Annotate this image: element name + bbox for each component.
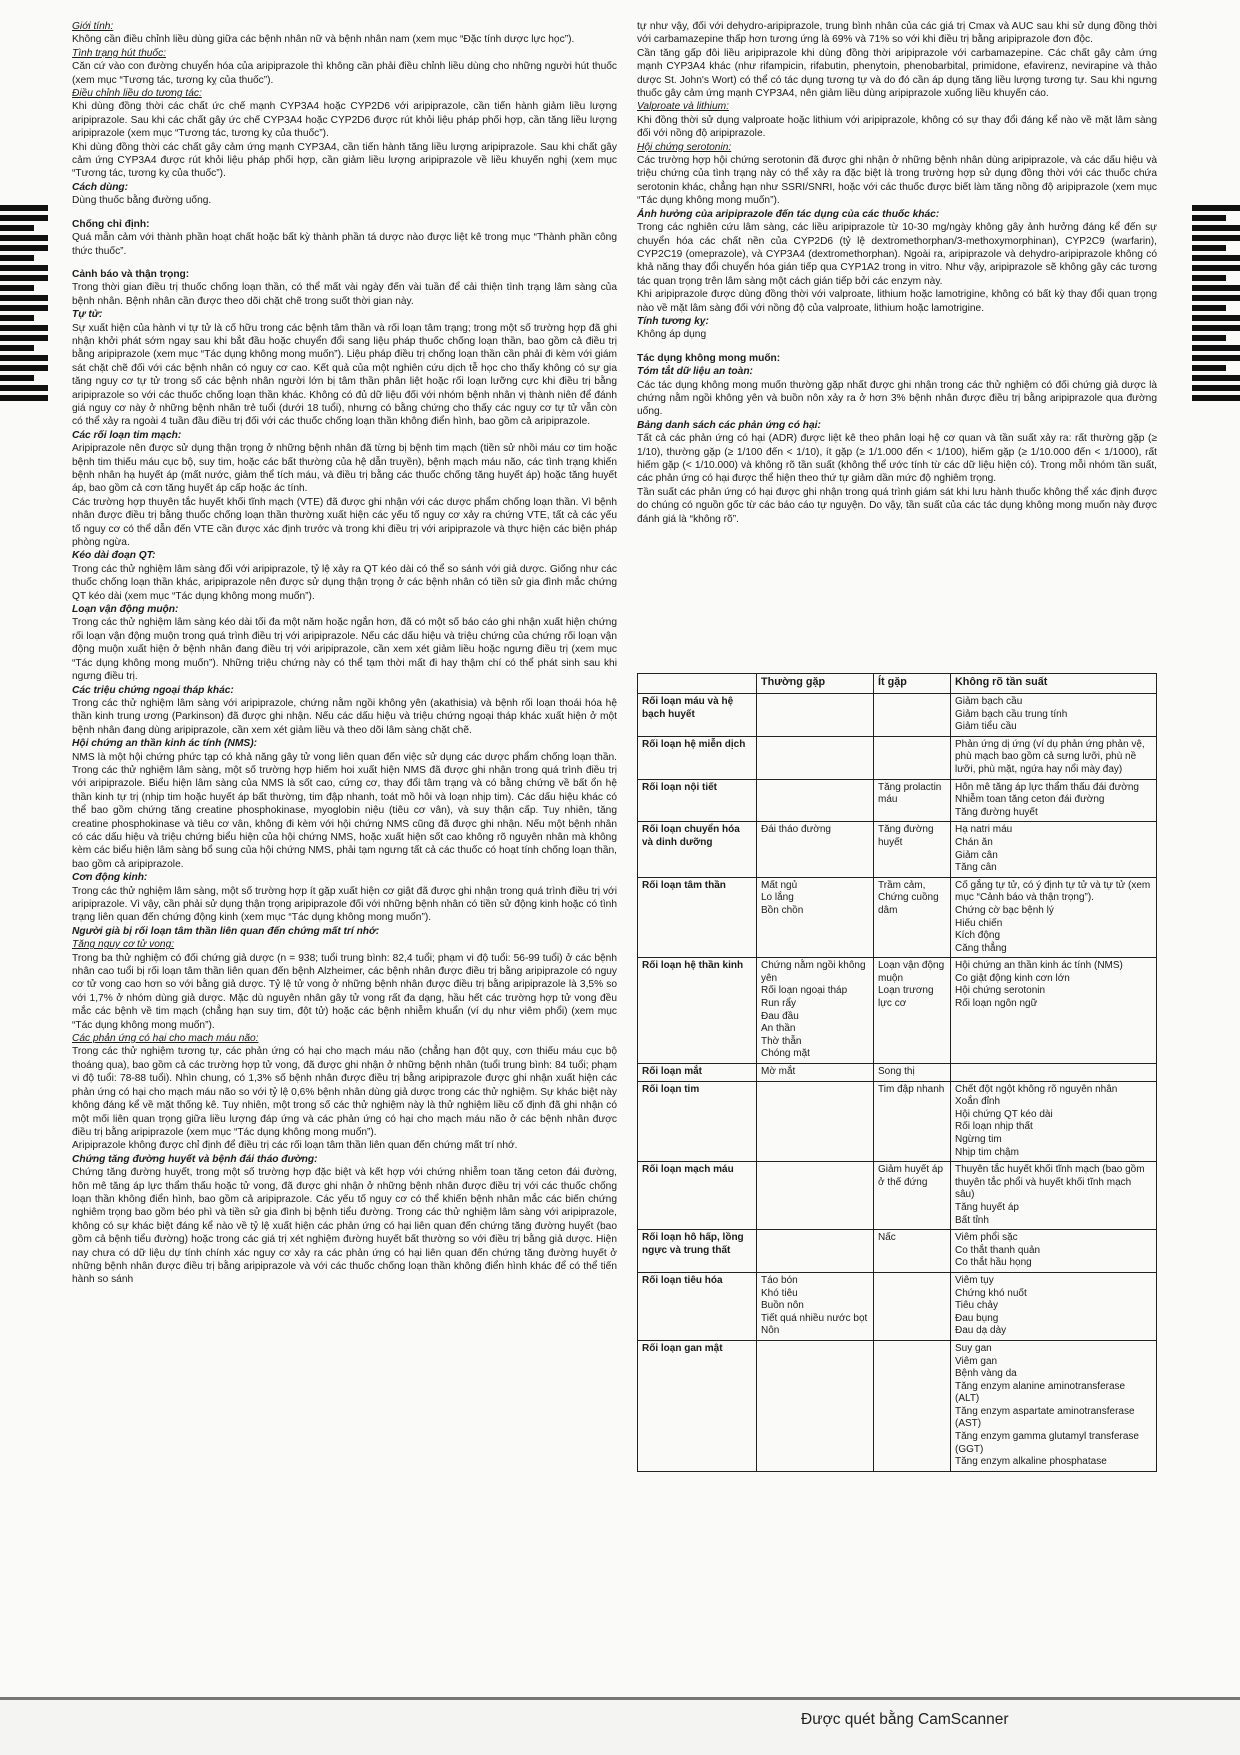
reaction-item: Bất tỉnh [955,1214,989,1226]
reaction-item: Tăng prolactin máu [878,781,942,806]
reaction-item: Táo bón [761,1274,798,1286]
subsection-heading: Loạn vận động muộn: [72,604,179,616]
paragraph: Cần tăng gấp đôi liều aripiprazole khi dùng đồng thời aripiprazole với carbamazepine. Các chất gây cảm ứng mạnh CYP3A4 khác (như rifampicin, rifabutin, phenytoin, phenobarbital, primidone, efavirenz, nevirapine và thảo dược St. John's Wort) có thể có tác dụng tương tự và do đó cần áp dụng tăng liều lượng tương tự. Sau khi ngưng thuốc gây cảm ứng mạnh CYP3A4, nên giảm liều dùng aripiprazole xuống liều khuyến cáo. [637,47,1157,100]
frequency-cell-uncommon [874,1272,951,1340]
subsection-heading: Bảng danh sách các phản ứng có hại: [637,419,821,431]
frequency-cell-common [757,1162,874,1230]
reaction-item: Tăng huyết áp [955,1201,1019,1213]
table-row [638,958,1157,1064]
reaction-item: Giảm bạch cầu [955,696,1023,707]
frequency-cell-common [757,1081,874,1162]
reaction-item: Mất ngủ [761,879,798,891]
table-row [638,1272,1157,1340]
paragraph: Trong các thử nghiệm lâm sàng kéo dài tối đa một năm hoặc ngắn hơn, đã có một số báo cáo ghi nhận xuất hiện chứng rối loạn vận động muộn trong quá trình điều trị với aripiprazole. Nếu các dấu hiệu và triệu chứng của chứng rối loạn vận động muộn xuất hiện ở bệnh nhân đang điều trị với aripiprazole, cần xem xét giảm liều hoặc ngưng điều trị (xem mục “Tác dụng không mong muốn”). Những triệu chứng này có thể tạm thời mất đi hay thậm chí có thể phát sinh sau khi ngưng điều trị. [72,617,617,683]
frequency-cell-uncommon [874,1064,951,1082]
left-scan-marks [0,205,48,405]
frequency-cell-unknown [951,877,1157,958]
section-heading: Cảnh báo và thận trọng: [72,268,190,280]
reaction-item: Chứng nằm ngồi không yên [761,960,866,984]
subsection-heading: Tự tử: [72,309,103,321]
reaction-item: Đau dạ dày [955,1325,1007,1337]
paragraph: Khi đồng thời sử dụng valproate hoặc lithium với aripiprazole, không có sự thay đổi đáng kể nào về mặt lâm sàng đối với nồng độ aripiprazole. [637,114,1157,140]
paragraph: Trong ba thử nghiệm có đối chứng giả dược (n = 938; tuổi trung bình: 82,4 tuổi; phạm vi độ tuổi: 56-99 tuổi) ở các bệnh nhân cao tuổi bị rối loạn tâm thần liên quan đến bệnh Alzheimer, các bệnh nhân được điều trị bằng aripiprazole có nguy cơ tử vong cao hơn so với bằng giả dược. Tỷ lệ tử vong ở những bệnh nhân được điều trị bằng aripiprazole là 3,5% so với 1,7% ở nhóm dùng giả dược. Mặc dù nguyên nhân gây tử vong rất đa dạng, hầu hết các trường hợp tử vong đều mắc các bệnh về tim mạch (chẳng hạn suy tim, đột tử) hoặc các bệnh nhiễm khuẩn (ví dụ như viêm phổi) (xem mục “Tác dụng không mong muốn”). [72,952,617,1031]
frequency-cell-uncommon [874,822,951,877]
reaction-item: Hội chứng QT kéo dài [955,1108,1053,1120]
sub-heading: Giới tính: [72,21,114,32]
table-header-row [638,674,1157,694]
organ-class-cell: Rối loạn máu và hệ bạch huyết [638,694,757,737]
table-row [638,1230,1157,1273]
reaction-item: Đau đầu [761,1010,799,1022]
reaction-item: Tiết quá nhiều nước bọt [761,1312,868,1324]
frequency-cell-common [757,958,874,1064]
reaction-item: Nhịp tim chậm [955,1146,1019,1158]
reaction-item: Giảm bạch cầu trung tính [955,708,1068,720]
subsection-heading: Ảnh hưởng của aripiprazole đến tác dụng của các thuốc khác: [637,208,940,220]
subsection-heading: Người già bị rối loạn tâm thần liên quan đến chứng mất trí nhớ: [72,925,380,937]
frequency-cell-uncommon [874,1081,951,1162]
paragraph: Khi dùng đồng thời các chất gây cảm ứng mạnh CYP3A4, cần tiến hành tăng liều lượng aripiprazole. Sau khi chất gây cảm ứng CYP3A4 được rút khỏi liệu pháp phối hợp, cần giảm liều lượng aripiprazole về liều khuyến nghị (xem mục “Tương tác, tương kỵ của thuốc”). [72,141,617,180]
reaction-item: Viêm gan [955,1355,998,1367]
organ-class-cell: Rối loạn nội tiết [638,779,757,822]
paragraph: Trong các thử nghiệm tương tự, các phản ứng có hại cho mạch máu não (chẳng hạn đột quỵ, cơn thiếu máu cục bộ thoáng qua), bao gồm cả các trường hợp tử vong, đã được ghi nhận ở những bệnh nhân (tuổi trung bình: 84 tuổi; phạm vi độ tuổi: 78-88 tuổi). Nhìn chung, có 1,3% số bệnh nhân được điều trị bằng aripiprazole được ghi nhận xuất hiện các phản ứng có hại cho mạch máu não so với tỷ lệ 0,6% bệnh nhân dùng giả dược trong các thử nghiệm. Sự khác biệt này không đáng kể về mặt thống kê. Tuy nhiên, một trong số các thử nghiệm này là thử nghiệm liều cố định đã ghi nhận có một mối liên quan trọng giữa liều lượng đáp ứng và các phản ứng có hại cho mạch máu não ở các bệnh nhân được điều trị bằng aripiprazole (xem mục “Tác dụng không mong muốn”). [72,1046,617,1138]
frequency-cell-unknown [951,1340,1157,1471]
section-gap [637,342,1157,352]
reaction-item: Ngừng tim [955,1134,1002,1145]
paragraph: Không áp dụng [637,329,707,341]
reaction-item: Cố gắng tự tử, có ý định tự tử và tự tử (xem mục “Cảnh báo và thận trọng”). [955,879,1151,904]
paragraph: Khi aripiprazole được dùng đồng thời với valproate, lithium hoặc lamotrigine, không có bất kỳ thay đổi quan trọng nào về mặt lâm sàng đối với nồng độ của valproate, lithium hoặc lamotrigine. [637,289,1157,314]
subsection-heading: Tóm tắt dữ liệu an toàn: [637,366,753,378]
reaction-item: Giảm cân [955,849,998,861]
organ-class-cell: Rối loạn chuyển hóa và dinh dưỡng [638,822,757,877]
reaction-item: Lo lắng [761,892,794,904]
reaction-item: Giảm huyết áp ở thế đứng [878,1164,944,1188]
frequency-cell-unknown [951,1064,1157,1082]
reaction-item: Co thắt thanh quản [955,1244,1041,1256]
frequency-cell-common [757,1064,874,1082]
section-heading: Tác dụng không mong muốn: [637,352,781,364]
frequency-cell-unknown [951,779,1157,822]
reaction-item: Loạn vận động muộn [878,960,945,984]
reaction-item: Tăng đường huyết [955,806,1038,818]
reaction-item: Run rẩy [761,998,797,1010]
reaction-item: Hôn mê tăng áp lực thẩm thấu đái đường [955,781,1139,793]
reaction-item: Chứng khó nuốt [955,1287,1027,1299]
reaction-item: Nhiễm toan tăng ceton đái đường [955,794,1105,806]
frequency-cell-unknown [951,822,1157,877]
reaction-item: Thờ thẫn [761,1035,802,1047]
paragraph: Khi dùng đồng thời các chất ức chế mạnh CYP3A4 hoặc CYP2D6 với aripiprazole, cần tiến hành giảm liều lượng aripiprazole. Sau khi các chất gây ức chế CYP3A4 hoặc CYP2D6 được rút khỏi liệu pháp phối hợp, cần tăng liều lượng aripiprazole (xem mục “Tương tác, tương kỵ của thuốc”). [72,101,617,140]
reaction-item: Suy gan [955,1342,992,1354]
sub-heading: Các phản ứng có hại cho mạch máu não: [72,1033,259,1045]
organ-class-cell: Rối loạn tim [638,1081,757,1162]
reaction-item: Buồn nôn [761,1300,804,1312]
table-row [638,736,1157,779]
section-gap [72,208,617,218]
paragraph: Trong các nghiên cứu lâm sàng, các liều aripiprazole từ 10-30 mg/ngày không gây ảnh hưởng đáng kể đến sự chuyển hóa các chất nền của CYP2D6 (tỷ lệ dextromethorphan/3-methoxymorphinan), CYP2C9 (warfarin), CYP2C19 (omeprazole), và CYP3A4 (dextromethorphan). Ngoài ra, aripiprazole và dehydro-aripiprazole không có khả năng thay đổi chuyển hóa gián tiếp qua CYP1A2 trong in vitro. Như vậy, aripiprazole sẽ không gây các tương tác quan trọng trên lâm sàng một cách gián tiếp bởi các enzym này. [637,222,1157,287]
reaction-item: Chán ăn [955,836,993,848]
frequency-cell-common [757,779,874,822]
reaction-item: An thần [761,1023,796,1035]
paragraph: Căn cứ vào con đường chuyển hóa của aripiprazole thì không cần phải điều chỉnh liều dùng cho những người hút thuốc (xem mục “Tương tác, tương kỵ của thuốc”). [72,61,617,86]
sub-heading: Điều chỉnh liều do tương tác: [72,88,202,100]
organ-class-cell: Rối loạn mắt [638,1064,757,1082]
reaction-item: Bệnh vàng da [955,1368,1017,1380]
frequency-cell-unknown [951,694,1157,737]
header-organ [638,674,757,694]
organ-class-cell: Rối loạn hệ miễn dịch [638,736,757,779]
reaction-item: Hội chứng serotonin [955,985,1046,997]
section-gap [72,258,617,268]
paragraph: Tất cả các phản ứng có hại (ADR) được liệt kê theo phân loại hệ cơ quan và tần suất xảy ra: rất thường gặp (≥ 1/10), thường gặp (≥ 1/100 đến < 1/10), ít gặp (≥ 1/1.000 đến < 1/100), hiếm gặp (≥ 1/10.000 đến < 1/1000), rất hiếm gặp (< 1/10.000) và không rõ tần suất (không thể ước tính từ các dữ liệu hiện có). Trong mỗi nhóm tần suất, các phản ứng có hại được thể hiện theo thứ tự giảm dần mức độ nghiêm trọng. [637,433,1157,485]
table-row [638,877,1157,958]
camscanner-watermark: Được quét bằng CamScanner [801,1711,1009,1728]
reaction-item: Tăng cân [955,862,997,874]
frequency-cell-uncommon [874,1162,951,1230]
organ-class-cell: Rối loạn gan mật [638,1340,757,1471]
reaction-item: Hiếu chiến [955,917,1003,929]
paragraph: Sự xuất hiện của hành vi tự tử là cố hữu trong các bệnh tâm thần và rối loạn tâm trạng; trong một số trường hợp đã ghi nhận khởi phát sớm ngay sau khi bắt đầu hoặc chuyển đổi sang liệu pháp thuốc chống loạn thần, bao gồm cả điều trị bằng aripiprazole (xem mục “Tác dụng không mong muốn”). Liệu pháp điều trị chống loạn thần cần phải đi kèm với giám sát chặt chẽ đối với các bệnh nhân có nguy cơ cao. Kết quả của một nghiên cứu dịch tễ học cho thấy không có sự gia tăng nguy cơ tự tử trong số các bệnh nhân người lớn bị tâm thần phân liệt hoặc rối loạn lưỡng cực khi điều trị bằng aripiprazole so với các thuốc chống loạn thần khác. Không có đủ dữ liệu đối với nhóm bệnh nhân vị thành niên để đánh giá nguy cơ này ở những bệnh nhân trẻ tuổi (dưới 18 tuổi), nhưng có bằng chứng cho thấy các nguy cơ tự tử vẫn còn có thể xảy ra ngoài 4 tuần đầu điều trị đối với các thuốc chống loạn thần không điển hình, bao gồm cả aripiprazole. [72,322,617,428]
subsection-heading: Tính tương kỵ: [637,315,709,327]
reaction-item: Nấc [878,1232,896,1244]
organ-class-cell: Rối loạn tiêu hóa [638,1272,757,1340]
paragraph: Các tác dụng không mong muốn thường gặp nhất được ghi nhận trong các thử nghiệm có đối chứng giả dược là chứng nằm ngồi không yên và buồn nôn xảy ra ở hơn 3% bệnh nhân được điều trị bằng aripiprazole qua đường uống. [637,379,1157,418]
frequency-cell-unknown [951,1230,1157,1273]
frequency-cell-common [757,877,874,958]
reaction-item: Kích động [955,930,1001,942]
paragraph: Aripiprazole nên được sử dụng thận trọng ở những bệnh nhân đã từng bị bệnh tim mạch (tiền sử nhồi máu cơ tim hoặc bệnh tim thiếu máu cục bộ, suy tim, hoặc các bất thường của hệ dẫn truyền), bệnh mạch máu não, các tình trạng khiến bệnh nhân hạ huyết áp (mất nước, giảm thể tích máu, và điều trị bằng các thuốc chống tăng huyết áp) hoặc tăng huyết áp, bao gồm cả cơn tăng huyết áp cấp hoặc ác tính. [72,443,617,495]
paragraph: Quá mẫn cảm với thành phần hoạt chất hoặc bất kỳ thành phần tá dược nào được liệt kê trong mục “Thành phần công thức thuốc”. [72,232,617,257]
reaction-item: Loạn trương lực cơ [878,985,934,1010]
table-row [638,1081,1157,1162]
paragraph: Không cần điều chỉnh liều dùng giữa các bệnh nhân nữ và bệnh nhân nam (xem mục “Đặc tính dược lực học”). [72,34,575,46]
table-row [638,822,1157,877]
reaction-item: Tăng enzym alkaline phosphatase [955,1456,1107,1468]
reaction-item: Phản ứng dị ứng (ví dụ phản ứng phản vệ, phù mạch bao gồm cả sưng lưỡi, phù nề lưỡi, phù mặt, ngứa hay nổi mày đay) [955,738,1145,775]
frequency-cell-common [757,1230,874,1273]
reaction-item: Xoắn đỉnh [955,1096,1001,1108]
organ-class-cell: Rối loạn hệ thần kinh [638,958,757,1064]
reaction-item: Rối loạn ngoại tháp [761,985,848,997]
reaction-item: Tăng enzym alanine aminotransferase (ALT) [955,1380,1126,1405]
frequency-cell-uncommon [874,958,951,1064]
paragraph: Trong các thử nghiệm lâm sàng đối với aripiprazole, tỷ lệ xảy ra QT kéo dài có thể so sánh với giả dược. Giống như các thuốc chống loạn thần khác, aripiprazole nên được sử dụng thận trọng ở các bệnh nhân có tiền sử gia đình mắc chứng QT kéo dài (xem mục “Tác dụng không mong muốn”). [72,563,617,602]
frequency-cell-uncommon [874,736,951,779]
reaction-item: Thuyên tắc huyết khối tĩnh mạch (bao gồm thuyên tắc phổi và huyết khối tĩnh mạch sâu) [955,1164,1145,1201]
reaction-item: Trầm cảm, [878,879,926,891]
reaction-item: Chết đột ngột không rõ nguyên nhân [955,1083,1118,1095]
reaction-item: Đau bụng [955,1312,999,1324]
subsection-heading: Kéo dài đoạn QT: [72,550,156,562]
paragraph: Aripiprazole không được chỉ định để điều trị các rối loạn tâm thần liên quan đến chứng mất trí nhớ. [72,1140,518,1152]
reaction-item: Căng thẳng [955,942,1007,954]
paragraph: Trong các thử nghiệm lâm sàng, một số trường hợp ít gặp xuất hiện cơ giật đã được ghi nhận trong quá trình điều trị với aripiprazole. Vì vậy, cần phải sử dụng thận trọng aripiprazole đối với những bệnh nhân có tiền sử động kinh hoặc có tình trạng liên quan đến chứng động kinh (xem mục “Tác dụng không mong muốn”). [72,885,617,924]
reaction-item: Hội chứng an thần kinh ác tính (NMS) [955,960,1123,972]
reaction-item: Viêm tụy [955,1274,994,1286]
frequency-cell-uncommon [874,779,951,822]
subsection-heading: Các rối loạn tim mạch: [72,429,182,441]
reaction-item: Hạ natri máu [955,824,1013,836]
reaction-item: Nôn [761,1325,780,1337]
paragraph: Các trường hợp hội chứng serotonin đã được ghi nhận ở những bệnh nhân dùng aripiprazole, và các dấu hiệu và triệu chứng của tình trạng này có thể xảy ra đặc biệt là trong trường hợp sử dụng đồng thời với các thuốc chứa serotonin khác, chẳng hạn như SSRI/SNRI, hoặc với các thuốc được biết làm tăng nồng độ aripiprazole (xem mục “Tác dụng không mong muốn”). [637,155,1157,207]
reaction-item: Tăng đường huyết [878,824,934,848]
frequency-cell-common [757,736,874,779]
reaction-item: Co giật động kinh cơn lớn [955,972,1070,984]
reaction-item: Tim đập nhanh [878,1083,945,1095]
adverse-reactions-table [637,673,1157,1472]
reaction-item: Tăng enzym gamma glutamyl transferase (GGT) [955,1431,1139,1455]
organ-class-cell: Rối loạn hô hấp, lồng ngực và trung thất [638,1230,757,1273]
left-text-column [72,20,617,1287]
paragraph: Trong các thử nghiệm lâm sàng với aripiprazole, chứng nằm ngồi không yên (akathisia) và bệnh rối loạn thoái hóa hệ thần kinh trung ương (Parkinson) đã được ghi nhận. Nếu các dấu hiệu và triệu chứng ngoại tháp khác xuất hiện ở một bệnh nhân đang dùng aripiprazole, cần xem xét giảm liều và theo dõi lâm sàng chặt chẽ. [72,697,617,736]
subsection-heading: Cơn động kinh: [72,872,148,884]
reaction-item: Đái tháo đường [761,824,831,836]
organ-class-cell: Rối loạn tâm thần [638,877,757,958]
subsection-heading: Cách dùng: [72,181,129,193]
subsection-heading: Hội chứng an thần kinh ác tính (NMS): [72,738,257,750]
paragraph: Tần suất các phản ứng có hại được ghi nhận trong quá trình giám sát khi lưu hành thuốc không thể xác định được do chúng có nguồn gốc từ các báo cáo tự nguyện. Do vậy, tần suất của các tác dụng không mong muốn này được đánh giá là “không rõ”. [637,486,1157,525]
reaction-item: Viêm phổi sặc [955,1232,1018,1244]
reaction-item: Chóng mặt [761,1048,810,1060]
header-uncommon: Ít gặp [874,674,951,694]
paragraph: Chứng tăng đường huyết, trong một số trường hợp đặc biệt và kết hợp với chứng nhiễm toan tăng ceton đái đường, hôn mê tăng áp lực thẩm thấu hoặc tử vong, đã được ghi nhận ở những bệnh nhân được điều trị với các thuốc chống loạn thần không điển hình, bao gồm cả aripiprazole. Các yếu tố nguy cơ có thể khiến bệnh nhân mắc các biến chứng nghiêm trọng bao gồm béo phì và tiền sử gia đình bị bệnh tiểu đường. Trong các thử nghiệm lâm sàng với aripiprazole, không có sự khác biệt đáng kể nào về tỷ lệ xuất hiện các phản ứng có hại liên quan đến chứng tăng đường huyết (bao gồm cả bệnh tiểu đường) hoặc trong các giá trị xét nghiệm đường huyết bất thường so với điều trị bằng giả dược. Hiện nay chưa có dữ liệu dự tính chính xác nguy cơ xảy ra các phản ứng có hại liên quan đến chứng tăng đường huyết ở những bệnh nhân được điều trị bằng aripiprazole và với các thuốc chống loạn thần không điển hình khác để có thể tiến hành so sánh [72,1167,617,1286]
reaction-item: Mờ mắt [761,1066,796,1078]
frequency-cell-uncommon [874,694,951,737]
frequency-cell-common [757,694,874,737]
sub-heading: Tình trạng hút thuốc: [72,47,167,59]
subsection-heading: Các triệu chứng ngoại tháp khác: [72,684,234,696]
frequency-cell-common [757,822,874,877]
section-heading: Chống chỉ định: [72,218,150,230]
frequency-cell-unknown [951,1272,1157,1340]
organ-class-cell: Rối loạn mạch máu [638,1162,757,1230]
frequency-cell-unknown [951,736,1157,779]
table-row [638,1340,1157,1471]
reaction-item: Tăng enzym aspartate aminotransferase (AST) [955,1405,1135,1430]
header-common: Thường gặp [757,674,874,694]
right-scan-marks [1192,205,1240,405]
subsection-heading: Chứng tăng đường huyết và bệnh đái tháo đường: [72,1153,318,1165]
frequency-cell-unknown [951,1162,1157,1230]
reaction-item: Rối loạn ngôn ngữ [955,998,1038,1010]
frequency-cell-common [757,1272,874,1340]
frequency-cell-uncommon [874,1230,951,1273]
sub-heading: Hội chứng serotonin: [637,141,732,153]
paragraph: NMS là một hội chứng phức tạp có khả năng gây tử vong liên quan đến việc sử dụng các dược phẩm chống loạn thần. Trong các thử nghiệm lâm sàng, một số trường hợp hiếm hoi xuất hiện NMS đã được ghi nhận trong quá trình điều trị với aripiprazole. Biểu hiện lâm sàng của NMS là sốt cao, cứng cơ, thay đổi tâm trạng và có bằng chứng về bất ổn hệ thần kinh tự trị (nhịp tim hoặc huyết áp bất thường, tim đập nhanh, toát mồ hôi và loạn nhịp tim). Các dấu hiệu khác có thể bao gồm chứng tăng creatine phosphokinase, myoglobin niệu (tiêu cơ vân), và suy thận cấp. Tuy nhiên, tăng creatine phosphokinase và tiêu cơ vân, không đi kèm với hội chứng NMS cũng đã được ghi nhận. Nếu một bệnh nhân có các dấu hiệu và triệu chứng biểu hiện của hội chứng NMS, hoặc xuất hiện sốt cao không rõ nguyên nhân mà không kèm các biểu hiện lâm sàng bổ sung của hội chứng NMS, phải tạm ngưng tất cả các thuốc có hoạt tính chống loạn thần, bao gồm cả aripiprazole. [72,751,617,870]
reaction-item: Tiêu chảy [955,1300,998,1312]
paragraph: tự như vậy, đối với dehydro-aripiprazole, trung bình nhân của các giá trị Cmax và AUC sau khi sử dụng đồng thời với carbamazepine thấp hơn tương ứng là 69% và 71% so với khi điều trị bằng aripiprazole đơn độc. [637,21,1157,46]
right-text-column [637,20,1157,526]
frequency-cell-unknown [951,1081,1157,1162]
frequency-cell-uncommon [874,1340,951,1471]
reaction-item: Khó tiêu [761,1287,798,1299]
table-row [638,779,1157,822]
paragraph: Dùng thuốc bằng đường uống. [72,195,212,207]
scan-divider [0,1697,1240,1700]
reaction-item: Bồn chồn [761,904,804,916]
frequency-cell-unknown [951,958,1157,1064]
frequency-cell-uncommon [874,877,951,958]
table-row [638,1162,1157,1230]
header-unknown: Không rõ tần suất [951,674,1157,694]
reaction-item: Giảm tiểu cầu [955,721,1017,733]
sub-heading: Valproate và lithium: [637,101,729,113]
reaction-item: Chứng cuồng dâm [878,892,939,916]
table-row [638,1064,1157,1082]
table-row [638,694,1157,737]
sub-heading: Tăng nguy cơ tử vong: [72,939,175,951]
reaction-item: Song thị [878,1066,915,1078]
reaction-item: Chứng cờ bạc bệnh lý [955,904,1054,916]
reaction-item: Co thắt hầu họng [955,1257,1032,1269]
paragraph: Trong thời gian điều trị thuốc chống loạn thần, có thể mất vài ngày đến vài tuần để cải thiện tình trạng lâm sàng của bệnh nhân. Bệnh nhân cần được theo dõi chặt chẽ trong suốt thời gian này. [72,282,617,307]
reaction-item: Rối loạn nhịp thất [955,1121,1033,1133]
paragraph: Các trường hợp thuyên tắc huyết khối tĩnh mạch (VTE) đã được ghi nhận với các dược phẩm chống loạn thần. Vì bệnh nhân được điều trị bằng thuốc chống loạn thần thường xuất hiện các yếu tố nguy cơ xảy ra chứng VTE, tất cả các yếu tố nguy cơ có thể dẫn đến VTE cần được xác định trước và trong khi điều trị với aripiprazole và thực hiện các biện pháp phòng ngừa. [72,496,617,549]
frequency-cell-common [757,1340,874,1471]
